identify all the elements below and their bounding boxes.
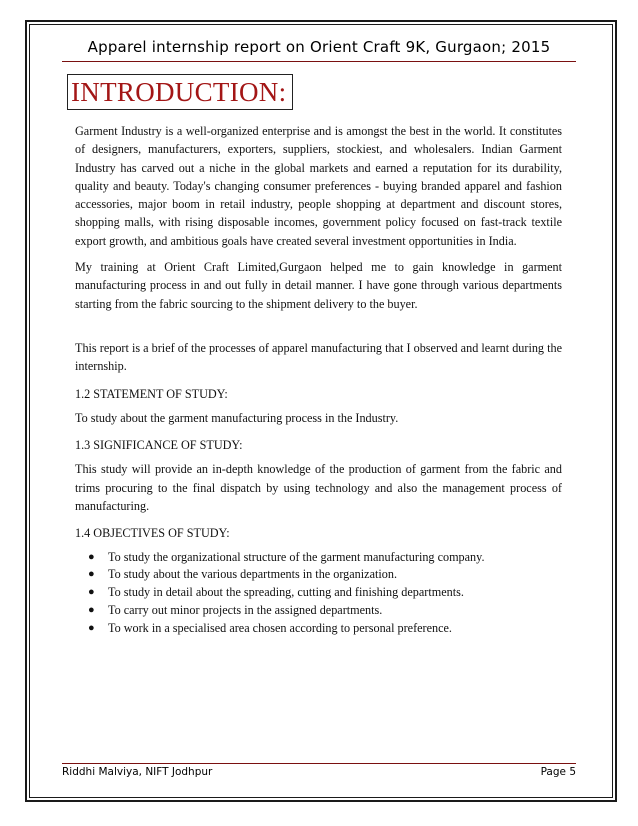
list-item [75, 549, 562, 567]
objective-text: To study in detail about the spreading, cutting and finishing departments. [108, 585, 464, 600]
statement-heading: 1.2 STATEMENT OF STUDY: [75, 386, 228, 401]
objectives-heading: 1.4 OBJECTIVES OF STUDY: [75, 526, 230, 541]
objective-text: To study the organizational structure of the garment manufacturing company. [108, 549, 485, 564]
section-title-box [67, 74, 293, 110]
document-body [75, 122, 562, 638]
bullet-icon: ● [88, 604, 95, 617]
objective-text: To work in a specialised area chosen according to personal preference. [108, 620, 452, 635]
paragraph-training: My training at Orient Craft Limited,Gurgaon helped me to gain knowledge in garment manufacturing process in and out fully in detail manner. I have gone through various departments starting from the fabric sourcing to the shipment delivery to the buyer. [75, 260, 562, 311]
footer-rule [62, 763, 576, 764]
footer-author: Riddhi Malviya, NIFT Jodhpur [62, 766, 213, 778]
objectives-list [75, 549, 562, 638]
objective-text: To study about the various departments in the organization. [108, 567, 397, 582]
list-item [75, 566, 562, 584]
section-title: INTRODUCTION: [71, 77, 287, 107]
list-item [75, 584, 562, 602]
paragraph-industry: Garment Industry is a well-organized enterprise and is amongst the best in the world. It constitutes of designers, manufacturers, exporters, suppliers, stockiest, and wholesalers. Indian Garment Industry has carved out a niche in the global markets and earned a reputation for its durability, quality and beauty. Today's changing consumer preferences - buying branded apparel and fashion accessories, major boom in retail industry, people shopping at department and discount stores, shopping malls, with rising disposable incomes, government policy focused on fast-track textile export growth, and ambitious goals have created several investment opportunities in India. [75, 124, 562, 248]
header-rule [62, 61, 576, 62]
statement-text: To study about the garment manufacturing process in the Industry. [75, 410, 399, 425]
significance-text: This study will provide an in-depth knowledge of the production of garment from the fabric and trims procuring to the final dispatch by using technology and also the management process of manufacturing. [75, 462, 562, 514]
bullet-icon: ● [88, 586, 95, 599]
objective-text: To carry out minor projects in the assigned departments. [108, 603, 383, 618]
list-item [75, 620, 562, 638]
list-item [75, 602, 562, 620]
bullet-icon: ● [88, 621, 95, 634]
page-header: Apparel internship report on Orient Craft 9K, Gurgaon; 2015 [87, 38, 551, 56]
bullet-icon: ● [88, 568, 95, 581]
bullet-icon: ● [88, 550, 95, 563]
significance-heading: 1.3 SIGNIFICANCE OF STUDY: [75, 438, 243, 453]
paragraph-report: This report is a brief of the processes of apparel manufacturing that I observed and learnt during the internship. [75, 340, 562, 374]
page-number: Page 5 [540, 766, 576, 778]
